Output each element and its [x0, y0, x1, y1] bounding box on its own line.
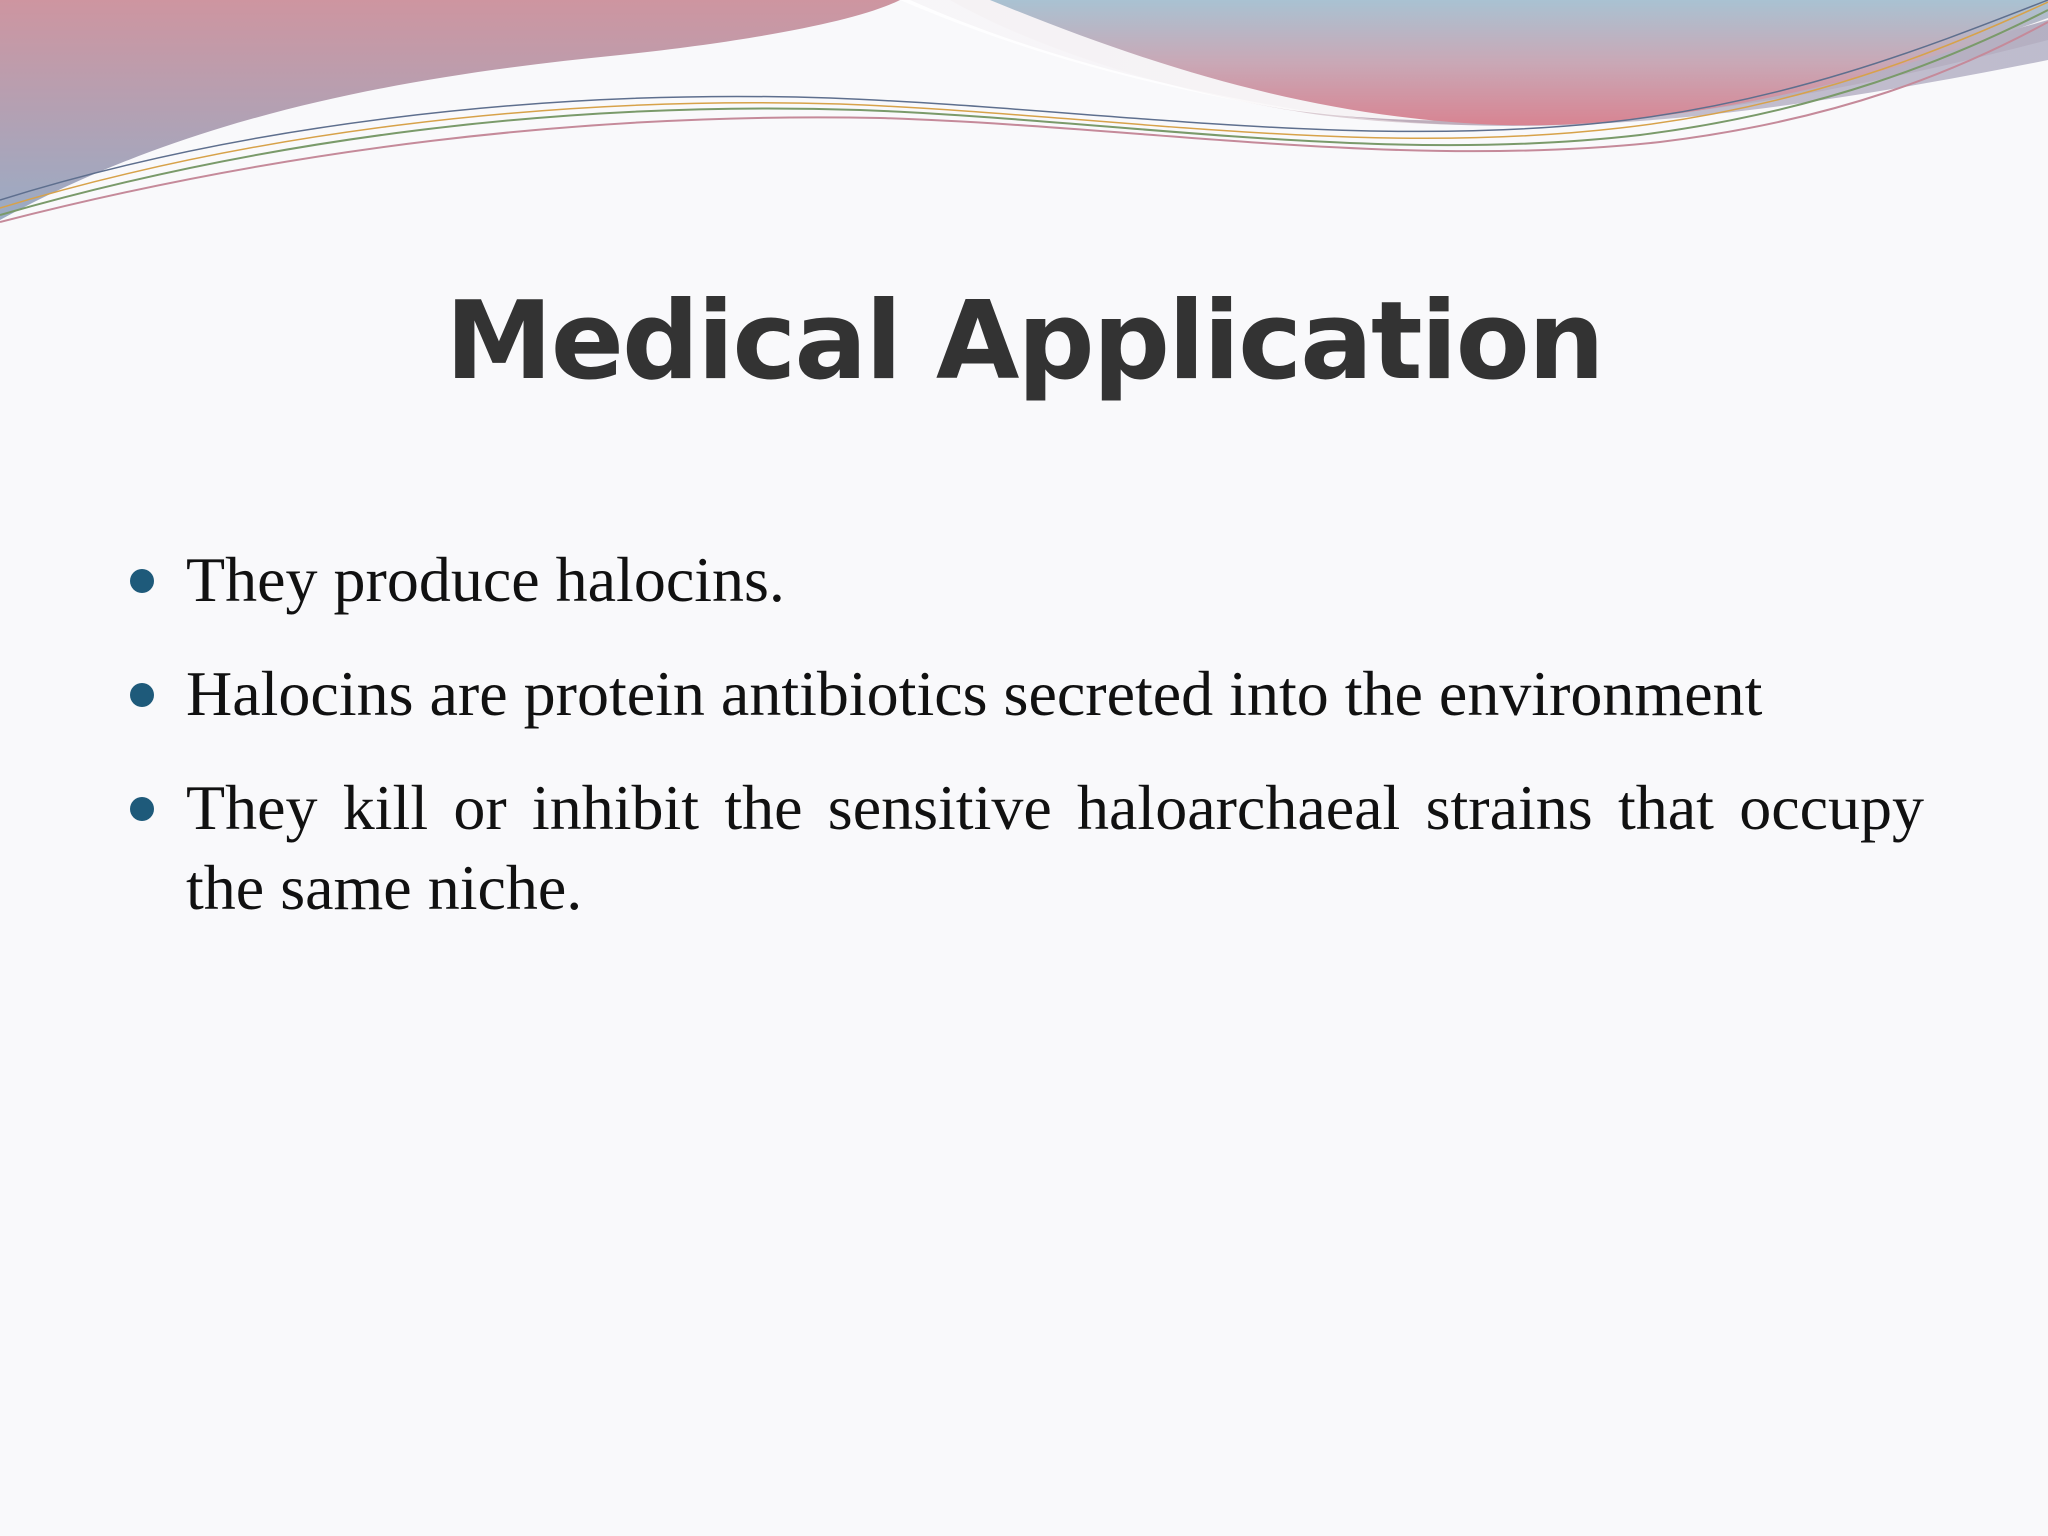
bullet-item — [128, 654, 1924, 734]
bullet-text: Halocins are protein antibiotics secreted into the environment — [186, 658, 1763, 729]
bullet-item — [128, 540, 1924, 620]
bullet-dot-icon — [130, 797, 154, 821]
bullet-text: They produce halocins. — [186, 544, 785, 615]
bullet-dot-icon — [130, 569, 154, 593]
header-wave-decoration — [0, 0, 2048, 240]
slide-title: Medical Application — [445, 279, 1603, 404]
bullet-list — [128, 540, 1924, 962]
bullet-dot-icon — [130, 683, 154, 707]
bullet-text: They kill or inhibit the sensitive haloarchaeal strains that occupy the same niche. — [186, 772, 1924, 923]
bullet-item — [128, 768, 1924, 928]
